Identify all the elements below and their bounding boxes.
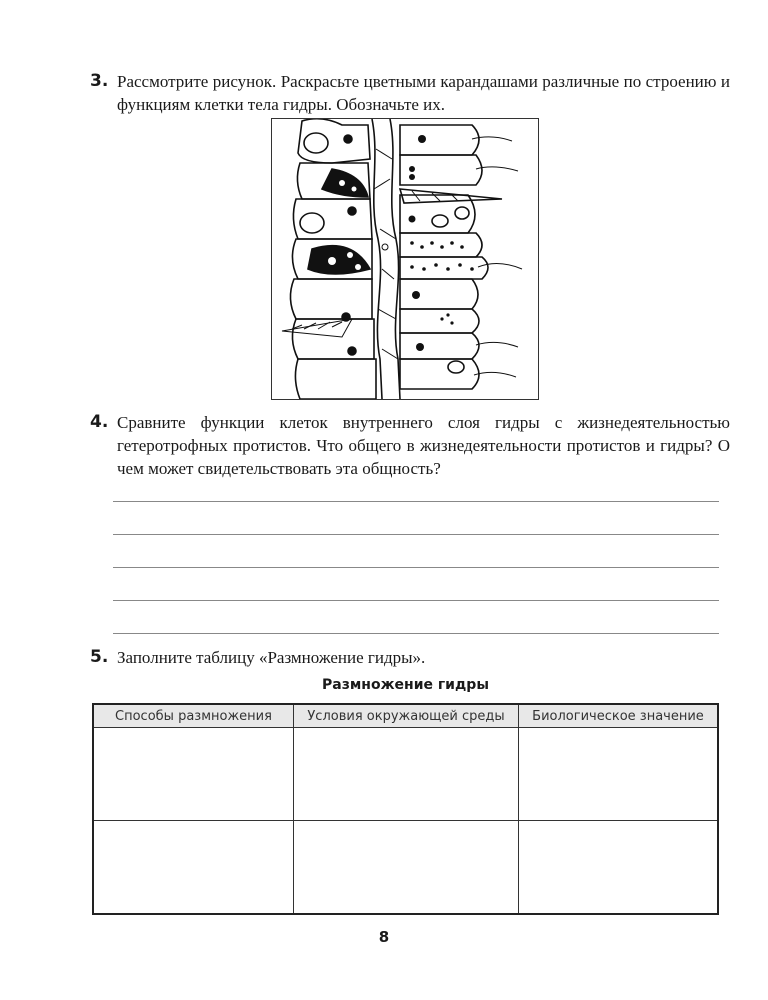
table-cell[interactable] (294, 821, 519, 915)
table-cell[interactable] (93, 728, 294, 821)
answer-line[interactable] (113, 600, 719, 601)
task-text: Рассмотрите рисунок. Раскрасьте цветными карандашами различные по строению и функциям клетки тела гидры. Обозначьте их. (117, 72, 730, 114)
task-text: Сравните функции клеток внутреннего слоя гидры с жизнедеятельностью гетеротрофных протистов. Что общего в жизнедеятельности протистов и гидры? О чем может свидетельствовать эта общность? (117, 413, 730, 478)
table-row (93, 728, 718, 821)
answer-line[interactable] (113, 567, 719, 568)
task-5 (90, 646, 730, 669)
task-number: 5. (90, 647, 109, 667)
table-title: Размножение гидры (322, 677, 489, 693)
reproduction-table (92, 703, 719, 915)
column-header: Биологическое значение (519, 704, 719, 728)
answer-line[interactable] (113, 501, 719, 502)
task-number: 4. (90, 412, 109, 432)
column-header: Способы размножения (93, 704, 294, 728)
answer-line[interactable] (113, 633, 719, 634)
table-cell[interactable] (93, 821, 294, 915)
page-number: 8 (378, 928, 390, 946)
table-cell[interactable] (294, 728, 519, 821)
table-header-row (93, 704, 718, 728)
task-3 (90, 70, 730, 116)
task-text: Заполните таблицу «Размножение гидры». (117, 648, 426, 667)
column-header: Условия окружающей среды (294, 704, 519, 728)
table-cell[interactable] (519, 821, 719, 915)
answer-line[interactable] (113, 534, 719, 535)
task-4 (90, 411, 730, 480)
table-row (93, 821, 718, 915)
hydra-cells-illustration-icon (271, 118, 539, 400)
task-number: 3. (90, 71, 109, 91)
table-cell[interactable] (519, 728, 719, 821)
